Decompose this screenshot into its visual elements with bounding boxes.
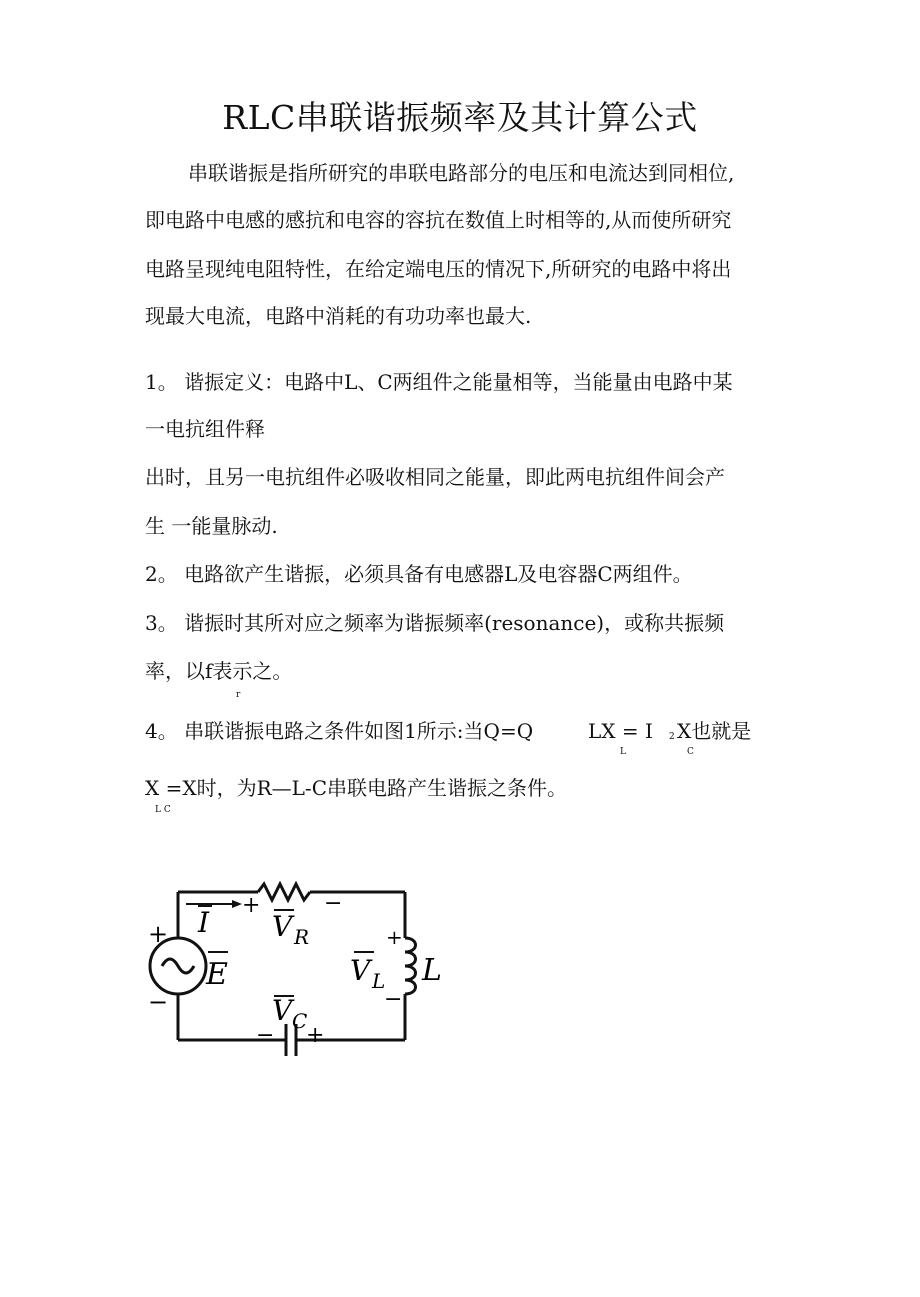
item4-line-1b: LX = I xyxy=(588,719,653,743)
source-plus-sign: + xyxy=(148,920,169,948)
resistor-plus-sign: + xyxy=(242,893,261,918)
item1-line-4: 生 一能量脉动. xyxy=(145,514,278,538)
item2-line-1: 2。 电路欲产生谐振，必须具备有电感器L及电容器C两组件。 xyxy=(145,562,693,586)
VR-label: V xyxy=(272,910,293,943)
item4-line-1a: 4。 串联谐振电路之条件如图1所示:当Q=Q xyxy=(145,719,534,743)
VC-subscript: C xyxy=(292,1009,308,1033)
VL-subscript: L xyxy=(372,969,386,993)
item1-line-1: 1。 谐振定义：电路中L、C两组件之能量相等，当能量由电路中某 xyxy=(145,370,733,394)
VR-subscript: R xyxy=(294,925,310,949)
source-minus-sign: − xyxy=(148,988,169,1016)
current-arrow-head xyxy=(232,900,242,908)
current-I-label: I xyxy=(198,906,210,939)
VL-label: V xyxy=(350,954,371,987)
intro-line-2: 即电路中电感的感抗和电容的容抗在数值上时相等的,从而使所研究 xyxy=(145,208,732,232)
page-title: RLC串联谐振频率及其计算公式 xyxy=(222,98,698,137)
item1-line-2: 一电抗组件释 xyxy=(145,417,265,441)
resistor-symbol xyxy=(258,884,310,900)
capacitor-plus-sign: + xyxy=(306,1023,325,1048)
rlc-circuit-diagram xyxy=(140,870,460,1070)
inductor-plus-sign: + xyxy=(386,925,403,949)
inductor-minus-sign: − xyxy=(384,987,403,1012)
resistor-minus-sign: − xyxy=(324,891,343,916)
item4-subscript-L: L xyxy=(620,747,626,757)
intro-line-4: 现最大电流，电路中消耗的有功功率也最大. xyxy=(145,304,532,328)
intro-line-3: 电路呈现纯电阻特性，在给定端电压的情况下,所研究的电路中将出 xyxy=(145,257,732,281)
item4-line-2: X =X时，为R—L-C串联电路产生谐振之条件。 xyxy=(145,776,567,800)
inductor-symbol xyxy=(405,938,416,994)
item3-line-2: 率，以f表示之。 xyxy=(145,659,293,683)
item4-line-1c: X也就是 xyxy=(677,719,752,743)
item3-line-1: 3。 谐振时其所对应之频率为谐振频率(resonance)，或称共振频 xyxy=(145,611,725,635)
VC-label: V xyxy=(272,994,293,1027)
item4-subscript-2: 2 xyxy=(669,732,675,742)
capacitor-minus-sign: − xyxy=(256,1023,275,1048)
item4-subscript-LC: L C xyxy=(155,805,171,815)
source-E-label: E xyxy=(206,957,228,992)
intro-line-1: 串联谐振是指所研究的串联电路部分的电压和电流达到同相位, xyxy=(188,161,735,185)
inductor-L-label: L xyxy=(422,953,442,988)
item1-line-3: 出时，且另一电抗组件必吸收相同之能量，即此两电抗组件间会产 xyxy=(145,465,725,489)
item4-subscript-C: C xyxy=(687,747,694,757)
source-sine-wave xyxy=(162,959,194,973)
item3-subscript-r: r xyxy=(236,690,241,700)
